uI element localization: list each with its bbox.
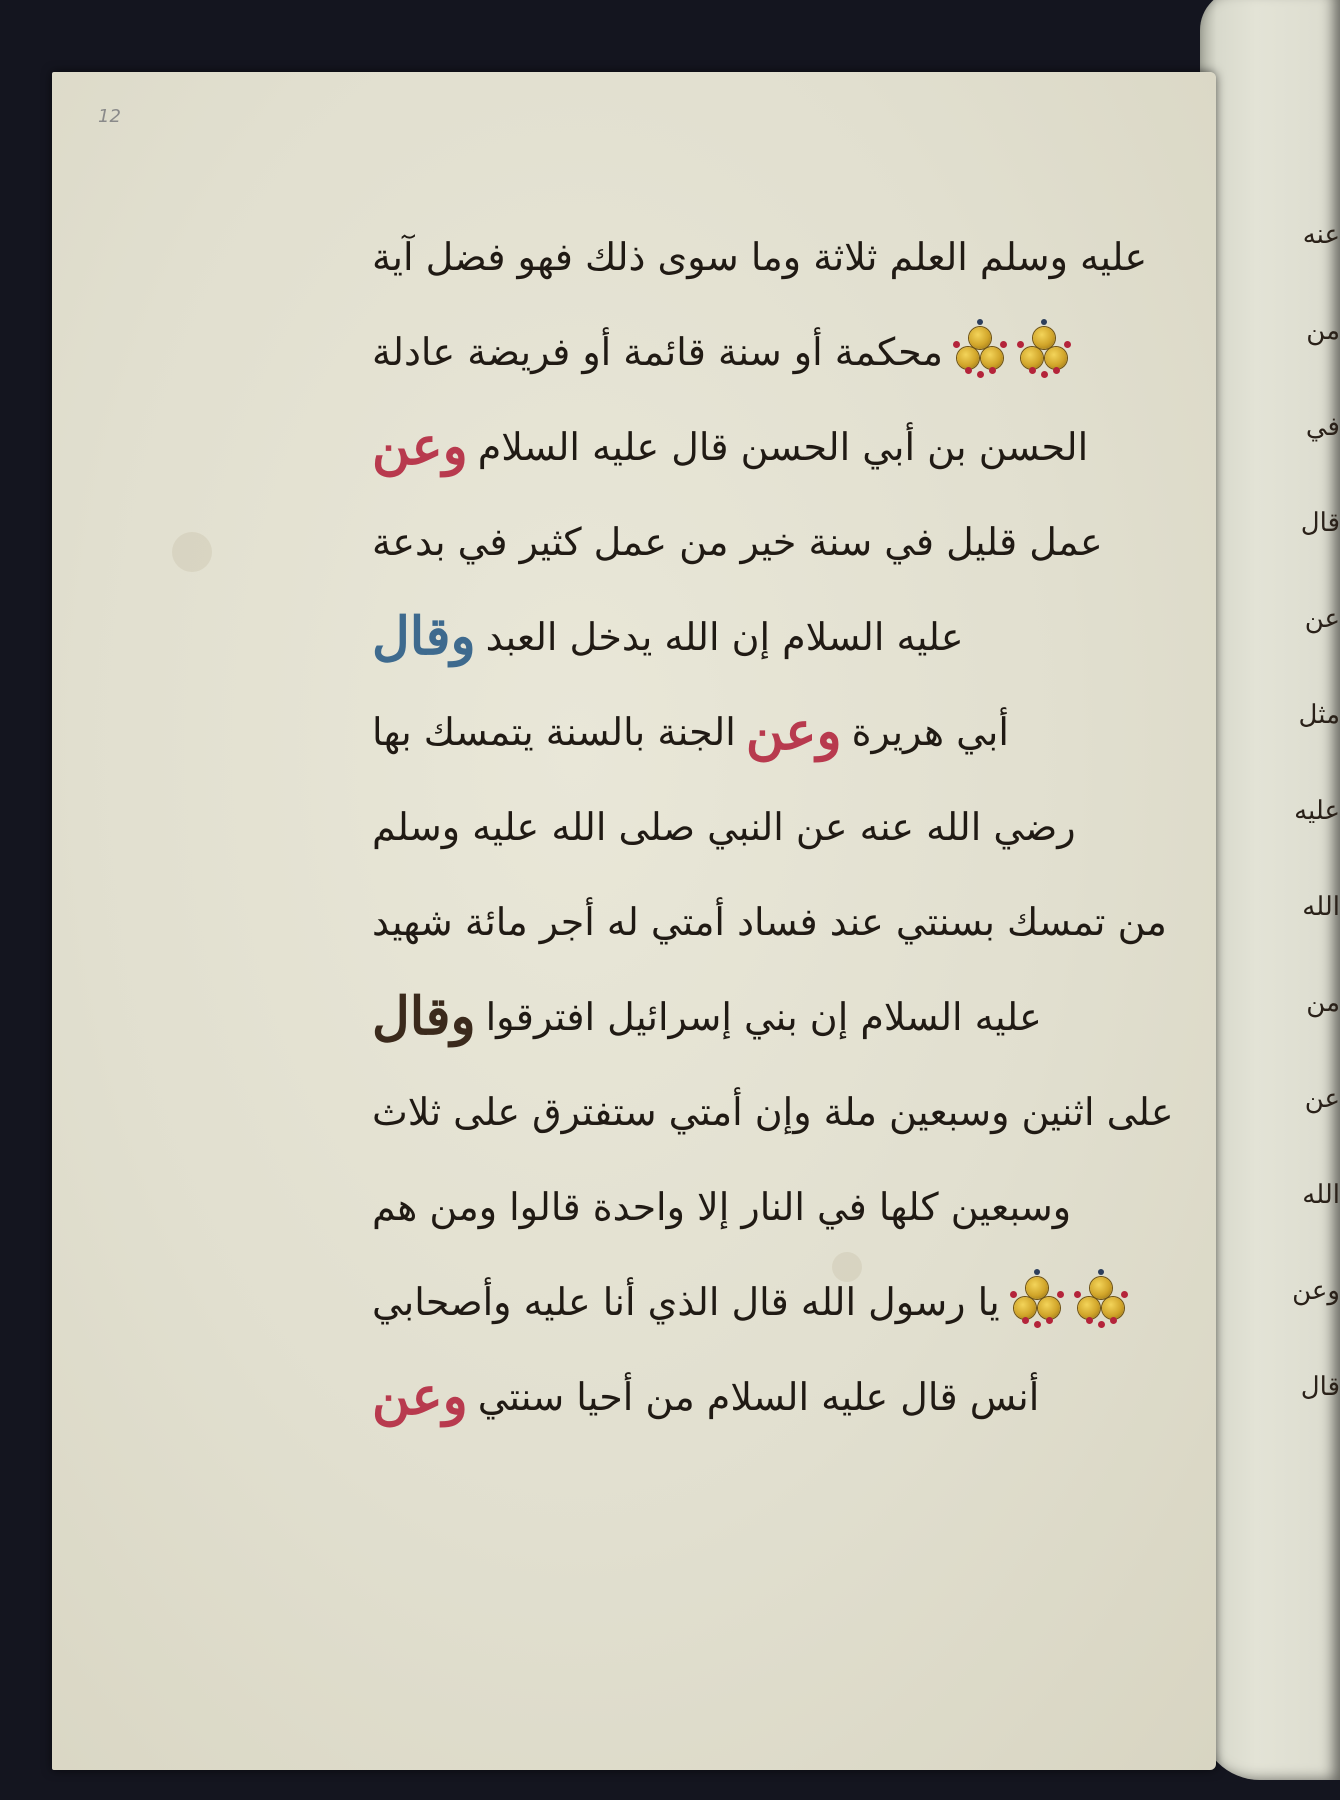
line-text: الحسن بن أبي الحسن قال عليه السلام (477, 425, 1089, 469)
facing-page-text: من (1306, 988, 1340, 1018)
text-line (372, 1362, 1202, 1432)
facing-page-text: الله (1302, 1180, 1340, 1210)
text-line (372, 317, 1202, 387)
line-text: وسبعين كلها في النار إلا واحدة قالوا ومن هم (372, 1185, 1072, 1229)
page-number: 12 (98, 106, 121, 127)
facing-page-text: في (1305, 412, 1340, 442)
facing-page-text: عليه (1294, 796, 1340, 826)
facing-page-text: عن (1304, 604, 1340, 634)
gold-rosette-verse-marker (1017, 327, 1071, 377)
rubric-word: وعن (372, 416, 468, 477)
text-line (372, 1077, 1202, 1147)
text-line (372, 697, 1202, 767)
rubric-word: وقال (372, 986, 476, 1047)
manuscript-page (52, 72, 1216, 1770)
line-text: على اثنين وسبعين ملة وإن أمتي ستفترق على ثلاث (372, 1090, 1174, 1134)
text-line (372, 792, 1202, 862)
line-text: محكمة أو سنة قائمة أو فريضة عادلة (372, 330, 944, 374)
line-text: عليه السلام إن بني إسرائيل افترقوا (485, 995, 1042, 1039)
text-line (372, 1172, 1202, 1242)
paper-stain (172, 532, 212, 572)
line-text: عليه السلام إن الله يدخل العبد (485, 615, 964, 659)
line-text: أبي هريرة (851, 710, 1009, 754)
text-line (372, 412, 1202, 482)
text-line (372, 1267, 1202, 1337)
rubric-word: وعن (745, 701, 842, 762)
text-line (372, 887, 1202, 957)
text-line (372, 982, 1202, 1052)
line-text: عمل قليل في سنة خير من عمل كثير في بدعة (372, 520, 1103, 564)
facing-page (1200, 0, 1340, 1780)
facing-page-text: قال (1300, 1372, 1340, 1402)
gold-rosette-verse-marker (953, 327, 1007, 377)
line-text: الجنة بالسنة يتمسك بها (372, 710, 736, 754)
text-block (372, 222, 1202, 1462)
line-text: رضي الله عنه عن النبي صلى الله عليه وسلم (372, 805, 1076, 849)
line-text: أنس قال عليه السلام من أحيا سنتي (477, 1375, 1040, 1419)
facing-page-text: عن (1304, 1084, 1340, 1114)
line-text: من تمسك بسنتي عند فساد أمتي له أجر مائة شهيد (372, 900, 1167, 944)
line-text: يا رسول الله قال الذي أنا عليه وأصحابي (372, 1280, 1000, 1324)
facing-page-text: وعن (1292, 1276, 1340, 1306)
facing-page-text: مثل (1298, 700, 1340, 730)
text-line (372, 507, 1202, 577)
gold-rosette-verse-marker (1074, 1277, 1128, 1327)
line-text: عليه وسلم العلم ثلاثة وما سوى ذلك فهو فضل آية (372, 235, 1148, 279)
rubric-word: وقال (372, 606, 476, 667)
gold-rosette-verse-marker (1010, 1277, 1064, 1327)
text-line (372, 602, 1202, 672)
facing-page-text: عنه (1302, 220, 1340, 250)
facing-page-text: الله (1302, 892, 1340, 922)
rubric-word: وعن (372, 1366, 468, 1427)
facing-page-text: قال (1300, 508, 1340, 538)
facing-page-text: من (1306, 316, 1340, 346)
text-line (372, 222, 1202, 292)
